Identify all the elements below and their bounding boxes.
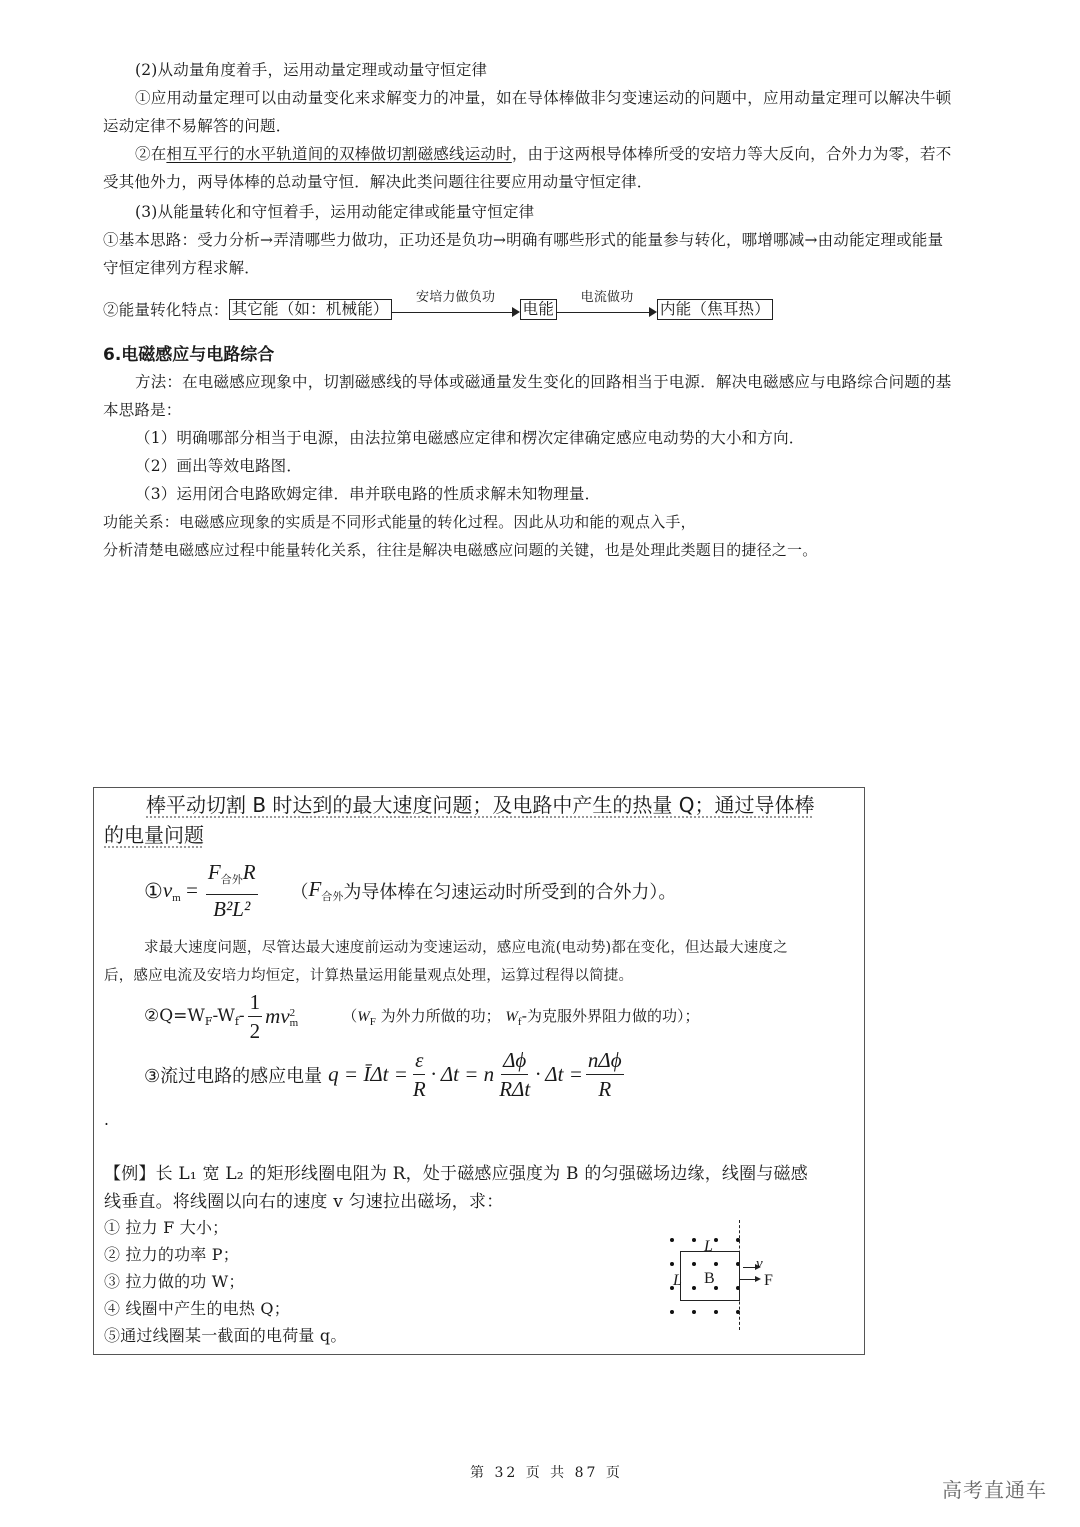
question-5: ⑤通过线圈某一截面的电荷量 q。: [104, 1326, 347, 1345]
momentum-point1-line1: ①应用动量定理可以由动量变化来求解变力的冲量，如在导体棒做非匀变速运动的问题中，应用动量定理可以解决牛顿: [135, 89, 952, 107]
velocity-label: v: [756, 1256, 763, 1272]
section6-energy-line2: 分析清楚电磁感应过程中能量转化关系，往往是解决电磁感应问题的关键，也是处理此类题目的捷径之一。: [103, 541, 818, 559]
formula3-mid2: · Δt =: [535, 1062, 583, 1086]
arrow-right-icon: [512, 307, 520, 317]
flow-arrow-ampere: [392, 289, 520, 320]
formula-charge: [144, 1046, 627, 1103]
field-dot: [670, 1310, 674, 1314]
flow-box-electric-energy: 电能: [520, 299, 557, 320]
coil-label-length: L: [704, 1238, 713, 1255]
section6-step-1: （1）明确哪部分相当于电源，由法拉第电磁感应定律和楞次定律确定感应电动势的大小和方向．: [135, 429, 805, 447]
coil-label-width: L: [673, 1272, 682, 1289]
field-dot: [670, 1238, 674, 1242]
formula1-lhs: $v_m$: [162, 877, 181, 904]
section6-step-3: （3）运用闭合电路欧姆定律．串并联电路的性质求解未知物理量．: [135, 485, 601, 503]
field-dot: [714, 1238, 718, 1242]
formula1-denominator: B²L²: [213, 897, 251, 921]
momentum-point2-line2: 受其他外力，两导体棒的总动量守恒．解决此类问题往往要应用动量守恒定律．: [103, 173, 653, 191]
arrow-right-icon: [649, 307, 657, 317]
question-2: ② 拉力的功率 P；: [104, 1245, 239, 1264]
formula1-note-var: $F_{合外}$: [308, 877, 344, 903]
coil-magnetic-field-diagram: [664, 1226, 794, 1330]
formula3-mid1: · Δt = n: [430, 1062, 495, 1086]
example-line2: 线垂直。将线圈以向右的速度 v 匀速拉出磁场，求：: [104, 1192, 504, 1212]
formula1-note-open: （: [290, 881, 309, 903]
energy-flow-row: [103, 289, 773, 320]
formula2-mv: mv 2 m: [265, 1004, 299, 1030]
panel-paragraph-line1: 求最大速度问题，尽管达最大速度前运动为变速运动，感应电流(电动势)都在变化，但达最大速度之: [144, 940, 788, 956]
section6-method-line1: 方法：在电磁感应现象中，切割磁感线的导体或磁通量发生变化的回路相当于电源．解决电磁感应与电路综合问题的基: [135, 373, 952, 391]
question-3: ③ 拉力做的功 W；: [104, 1272, 245, 1291]
formula3-frac-eps: $\frac{\varepsilon}{R}$: [412, 1048, 426, 1101]
energy-point1-line1: ①基本思路：受力分析→弄清哪些力做功，正功还是负功→明确有哪些形式的能量参与转化，哪增哪减→由动能定理或能量: [103, 231, 944, 249]
question-4: ④ 线圈中产生的电热 Q；: [104, 1299, 290, 1318]
formula3-label: ③流过电路的感应电量: [144, 1065, 323, 1087]
section6-step-2: （2）画出等效电路图．: [135, 457, 303, 475]
flow-arrow-current: [557, 289, 657, 320]
section6-title: 6.电磁感应与电路综合: [103, 345, 275, 365]
momentum-point2-underlined: 相互平行的水平轨道间的双棒做切割磁感线运动时: [166, 145, 512, 163]
field-dot: [692, 1310, 696, 1314]
page-number: 第 32 页 共 87 页: [470, 1465, 623, 1481]
energy-flow-label: ②能量转化特点：: [103, 300, 229, 319]
momentum-heading: (2)从动量角度着手，运用动量定理或动量守恒定律: [135, 61, 488, 79]
stray-dot: .: [104, 1111, 110, 1129]
arrow-line: [392, 312, 513, 313]
force-arrow-icon: [755, 1276, 761, 1282]
formula1-numerator: $F_{合外}R$: [206, 858, 258, 895]
formula1-marker: ①: [144, 878, 163, 903]
section6-energy-line1: 功能关系：电磁感应现象的实质是不同形式能量的转化过程。因此从功和能的观点入手，: [103, 513, 696, 531]
field-dot: [670, 1262, 674, 1266]
flow-box-internal-energy: 内能（焦耳热）: [657, 299, 773, 320]
formula2-prefix: $②Q=W_F-W_f-$: [144, 1005, 245, 1028]
panel-title-line1: 棒平动切割 B 时达到的最大速度问题；及电路中产生的热量 Q；通过导体棒: [146, 793, 815, 817]
flow-arrow-ampere-label: 安培力做负功: [416, 289, 496, 305]
formula1-note-text: 为导体棒在匀速运动时所受到的合外力）。: [343, 881, 677, 903]
momentum-point1-line2: 运动定律不易解答的问题．: [103, 117, 292, 135]
flow-box-other-energy: 其它能（如：机械能）: [229, 299, 392, 320]
panel-paragraph-line2: 后，感应电流及安培力均恒定，计算热量运用能量观点处理，运算过程得以简捷。: [104, 968, 634, 984]
force-label: F: [764, 1272, 773, 1289]
formula-max-velocity: [144, 858, 676, 923]
equals-sign: =: [184, 878, 199, 902]
field-dot: [714, 1310, 718, 1314]
flow-arrow-current-label: 电流做功: [580, 289, 634, 305]
question-1: ① 拉力 F 大小；: [104, 1218, 229, 1237]
momentum-point2-suffix: ，由于这两根导体棒所受的安培力等大反向，合外力为零，若不: [511, 145, 952, 163]
watermark: 高考直通车: [942, 1478, 1047, 1502]
field-dot: [692, 1238, 696, 1242]
panel-title-line2: 的电量问题: [104, 823, 204, 847]
energy-heading: (3)从能量转化和守恒着手，运用动能定律或能量守恒定律: [135, 203, 535, 221]
formula2-note: （$W_F$ 为外力所做的功； $W_f-$为克服外界阻力做的功）；: [342, 1007, 700, 1028]
energy-point1-line2: 守恒定律列方程求解．: [103, 259, 261, 277]
momentum-point2-prefix: ②在: [135, 145, 167, 163]
field-label-b: B: [704, 1270, 715, 1287]
formula3-q: q = ĪΔt =: [328, 1062, 408, 1086]
formula1-fraction: [206, 858, 258, 923]
formula3-frac-dphi: $\frac{\Delta\phi}{\text{RΔt}}$: [499, 1048, 531, 1101]
formula-heat: [144, 988, 700, 1045]
formula3-frac-ndphi: $\frac{\text{nΔϕ}}{R}$: [587, 1048, 622, 1101]
arrow-line: [557, 312, 650, 313]
section6-method-line2: 本思路是：: [103, 401, 182, 419]
momentum-point2-line1: [135, 144, 951, 164]
example-line1: 【例】长 L₁ 宽 L₂ 的矩形线圈电阻为 R，处于磁感应强度为 B 的匀强磁场边缘，线圈与磁感: [104, 1164, 808, 1184]
formula2-half: $\frac{1}{2}$: [249, 990, 261, 1043]
